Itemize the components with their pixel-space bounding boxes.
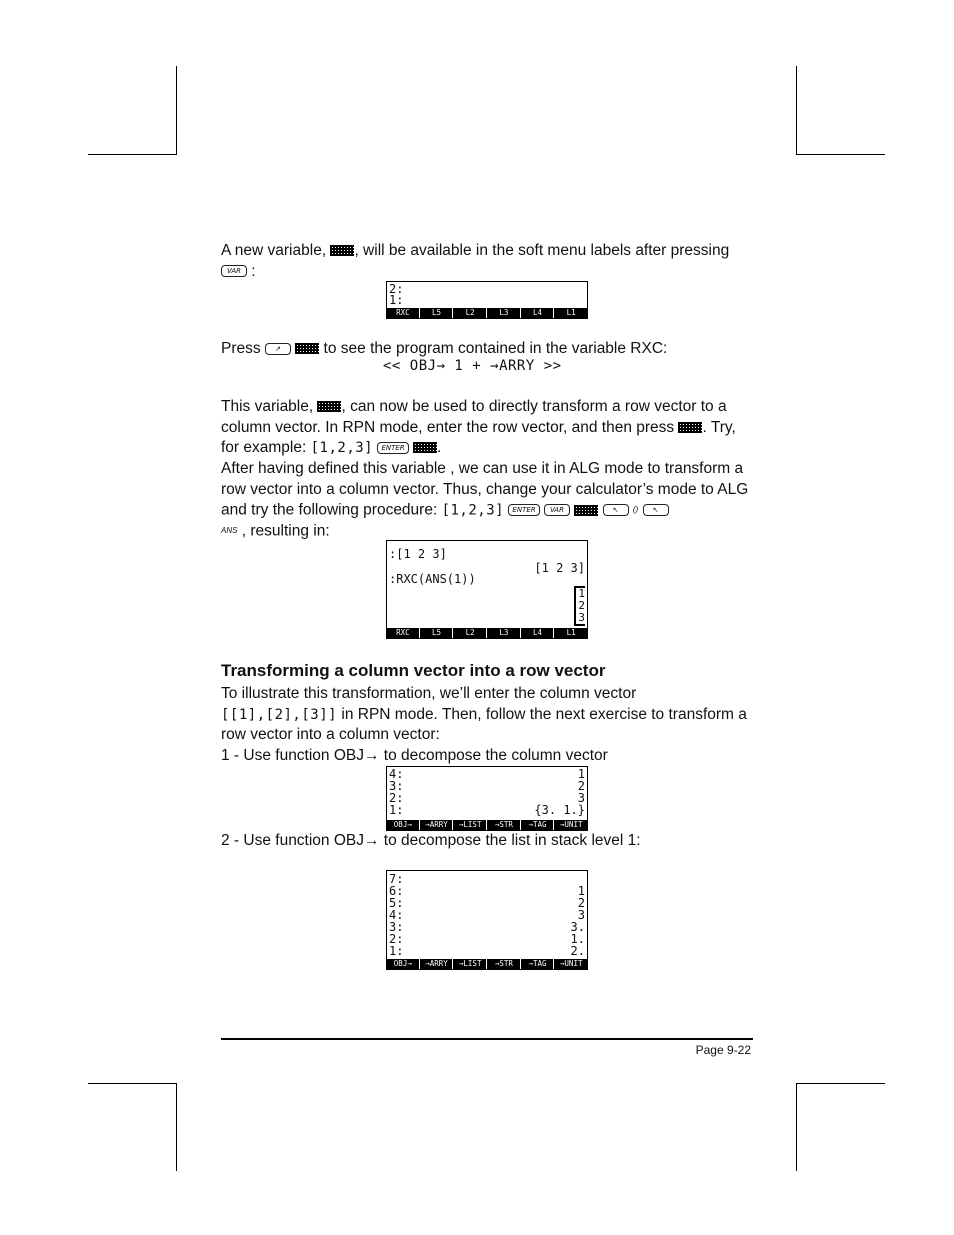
left-shift-key-icon: ↖ bbox=[643, 504, 669, 516]
rxc-softkey-icon bbox=[317, 401, 341, 412]
right-shift-key-icon: ↗ bbox=[265, 343, 291, 355]
soft-menu-item: →TAG bbox=[522, 959, 555, 969]
soft-menu-item: L2 bbox=[454, 628, 487, 638]
body-text: After having defined this variable , we can use it in ALG mode to transform a row vector into a column vector. Thus, change your calculator’s mode to ALG and try the following procedure: bbox=[221, 460, 749, 519]
rxc-softkey-icon bbox=[413, 442, 437, 453]
press-text: Press bbox=[221, 340, 265, 357]
history-entry bbox=[389, 573, 585, 585]
stack-level: 1: bbox=[389, 944, 404, 958]
stack-value: 2 bbox=[577, 779, 585, 793]
stack-row bbox=[389, 945, 585, 957]
var-key-icon: VAR bbox=[221, 265, 247, 277]
soft-menu-item: L3 bbox=[488, 308, 521, 318]
crop-mark bbox=[88, 1083, 177, 1084]
soft-menu-item: →TAG bbox=[522, 820, 555, 830]
section-paragraph bbox=[221, 684, 753, 766]
stack-level: 4: bbox=[389, 767, 404, 781]
crop-mark bbox=[176, 66, 177, 154]
stack-row bbox=[389, 294, 585, 306]
stack-value: 2. bbox=[570, 944, 585, 958]
calculator-screen-1 bbox=[386, 281, 588, 319]
column-vector bbox=[574, 586, 585, 626]
vector-entry: 3 bbox=[578, 611, 585, 624]
stack-value: 3 bbox=[577, 791, 585, 805]
soft-menu-item: →LIST bbox=[454, 820, 487, 830]
stack-level: 1: bbox=[389, 803, 404, 817]
history-input: :RXC(ANS(1)) bbox=[389, 572, 476, 586]
stack-value: 1 bbox=[577, 884, 585, 898]
vector-entry: 1 bbox=[578, 587, 585, 600]
footer-rule bbox=[221, 1038, 753, 1040]
stack-value: 3 bbox=[577, 908, 585, 922]
history-entry bbox=[389, 548, 585, 560]
enter-key-icon: ENTER bbox=[508, 504, 539, 516]
stack-row bbox=[389, 885, 585, 897]
ans-label: ANS bbox=[221, 525, 238, 535]
intro-text: A new variable, bbox=[221, 242, 331, 259]
stack-level: 3: bbox=[389, 779, 404, 793]
soft-menu-item: OBJ→ bbox=[387, 820, 420, 830]
soft-menu bbox=[387, 628, 587, 638]
body-text: , can now be used to directly transform a row vector to a column vector. In RPN mode, enter the row vector, and then press bbox=[221, 398, 727, 436]
soft-menu-item: →ARRY bbox=[421, 820, 454, 830]
section-text: To illustrate this transformation, we’ll enter the column vector bbox=[221, 685, 637, 702]
intro-paragraph bbox=[221, 241, 753, 282]
step-2-text: 2 - Use function OBJ→ to decompose the list in stack level 1: bbox=[221, 832, 641, 849]
soft-menu-item: →UNIT bbox=[555, 959, 587, 969]
rxc-softkey-icon bbox=[574, 505, 598, 516]
crop-mark bbox=[796, 1083, 885, 1084]
calculator-screen-3 bbox=[386, 766, 588, 831]
soft-menu-item: L2 bbox=[454, 308, 487, 318]
soft-menu-item: L1 bbox=[555, 308, 587, 318]
history-output: [1 2 3] bbox=[534, 561, 585, 575]
body-text: . Try, for example: bbox=[221, 418, 736, 456]
soft-menu-item: OBJ→ bbox=[387, 959, 420, 969]
stack-level: 3: bbox=[389, 920, 404, 934]
soft-menu bbox=[387, 820, 587, 830]
rxc-softkey-icon bbox=[678, 422, 702, 433]
soft-menu-item: RXC bbox=[387, 308, 420, 318]
stack-row bbox=[389, 804, 585, 816]
crop-mark bbox=[88, 154, 177, 155]
stack-row bbox=[389, 897, 585, 909]
stack-level: 2: bbox=[389, 791, 404, 805]
soft-menu-item: →STR bbox=[488, 820, 521, 830]
crop-mark bbox=[796, 66, 797, 154]
calculator-screen-2 bbox=[386, 540, 588, 639]
soft-menu-item: →UNIT bbox=[555, 820, 587, 830]
stack-value: 3. bbox=[570, 920, 585, 934]
soft-menu-item: →ARRY bbox=[421, 959, 454, 969]
stack-level: 6: bbox=[389, 884, 404, 898]
soft-menu-item: L5 bbox=[421, 628, 454, 638]
body-text: , resulting in: bbox=[237, 522, 330, 540]
body-paragraph-2 bbox=[221, 459, 753, 542]
soft-menu-item: L4 bbox=[522, 628, 555, 638]
stack-row bbox=[389, 921, 585, 933]
soft-menu-item: L5 bbox=[421, 308, 454, 318]
stack-value: {3. 1.} bbox=[534, 803, 585, 817]
paren-label: () bbox=[632, 505, 639, 514]
var-key-icon: VAR bbox=[544, 504, 570, 516]
crop-mark bbox=[176, 1083, 177, 1171]
stack-row bbox=[389, 873, 585, 885]
stack-row bbox=[389, 909, 585, 921]
intro-colon: : bbox=[247, 262, 256, 280]
stack-level: 4: bbox=[389, 908, 404, 922]
soft-menu-item: →LIST bbox=[454, 959, 487, 969]
stack-level: 5: bbox=[389, 896, 404, 910]
stack-level: 7: bbox=[389, 872, 404, 886]
stack-value: 2 bbox=[577, 896, 585, 910]
stack-value: 1. bbox=[570, 932, 585, 946]
soft-menu-item: L1 bbox=[555, 628, 587, 638]
stack-level: 2: bbox=[389, 282, 404, 296]
step-1-text: 1 - Use function OBJ→ to decompose the column vector bbox=[221, 746, 608, 764]
column-vector-code: [[1],[2],[3]] bbox=[221, 706, 338, 723]
stack-level: 1: bbox=[389, 293, 404, 307]
soft-menu bbox=[387, 959, 587, 969]
soft-menu-item: RXC bbox=[387, 628, 420, 638]
intro-text: , will be available in the soft menu labels after pressing bbox=[354, 242, 730, 259]
row-vector-code: [1,2,3] bbox=[441, 502, 505, 519]
stack-level: 2: bbox=[389, 932, 404, 946]
soft-menu bbox=[387, 308, 587, 318]
vector-entry: 2 bbox=[578, 599, 585, 612]
stack-value: 1 bbox=[577, 767, 585, 781]
crop-mark bbox=[796, 154, 885, 155]
section-heading: Transforming a column vector into a row vector bbox=[221, 661, 606, 680]
step-2-paragraph bbox=[221, 831, 753, 852]
soft-menu-item: L4 bbox=[522, 308, 555, 318]
crop-mark bbox=[796, 1083, 797, 1171]
left-shift-key-icon: ↖ bbox=[603, 504, 629, 516]
stack-row bbox=[389, 780, 585, 792]
press-text: to see the program contained in the variable RXC: bbox=[319, 340, 668, 357]
calculator-screen-4 bbox=[386, 870, 588, 970]
soft-menu-item: L3 bbox=[488, 628, 521, 638]
rxc-softkey-icon bbox=[295, 343, 319, 354]
stack-row bbox=[389, 933, 585, 945]
page-number: Page 9-22 bbox=[695, 1043, 751, 1057]
body-text: This variable, bbox=[221, 398, 318, 415]
program-listing: << OBJ→ 1 + →ARRY >> bbox=[383, 358, 562, 374]
stack-row bbox=[389, 768, 585, 780]
rxc-softkey-icon bbox=[330, 245, 354, 256]
row-vector-code: [1,2,3] bbox=[310, 440, 374, 456]
section-text: in RPN mode. Then, follow the next exercise to transform a row vector into a column vector: bbox=[221, 705, 747, 743]
press-paragraph bbox=[221, 339, 753, 360]
enter-key-icon: ENTER bbox=[377, 442, 408, 454]
soft-menu-item: →STR bbox=[488, 959, 521, 969]
history-input: :[1 2 3] bbox=[389, 547, 447, 561]
body-paragraph-1: This variable, , can now be used to directly transform a row vector to a column vector. In RPN mode, enter the row vector, and then press . Try, for example: [1,2,3] ENTER . bbox=[221, 398, 736, 456]
